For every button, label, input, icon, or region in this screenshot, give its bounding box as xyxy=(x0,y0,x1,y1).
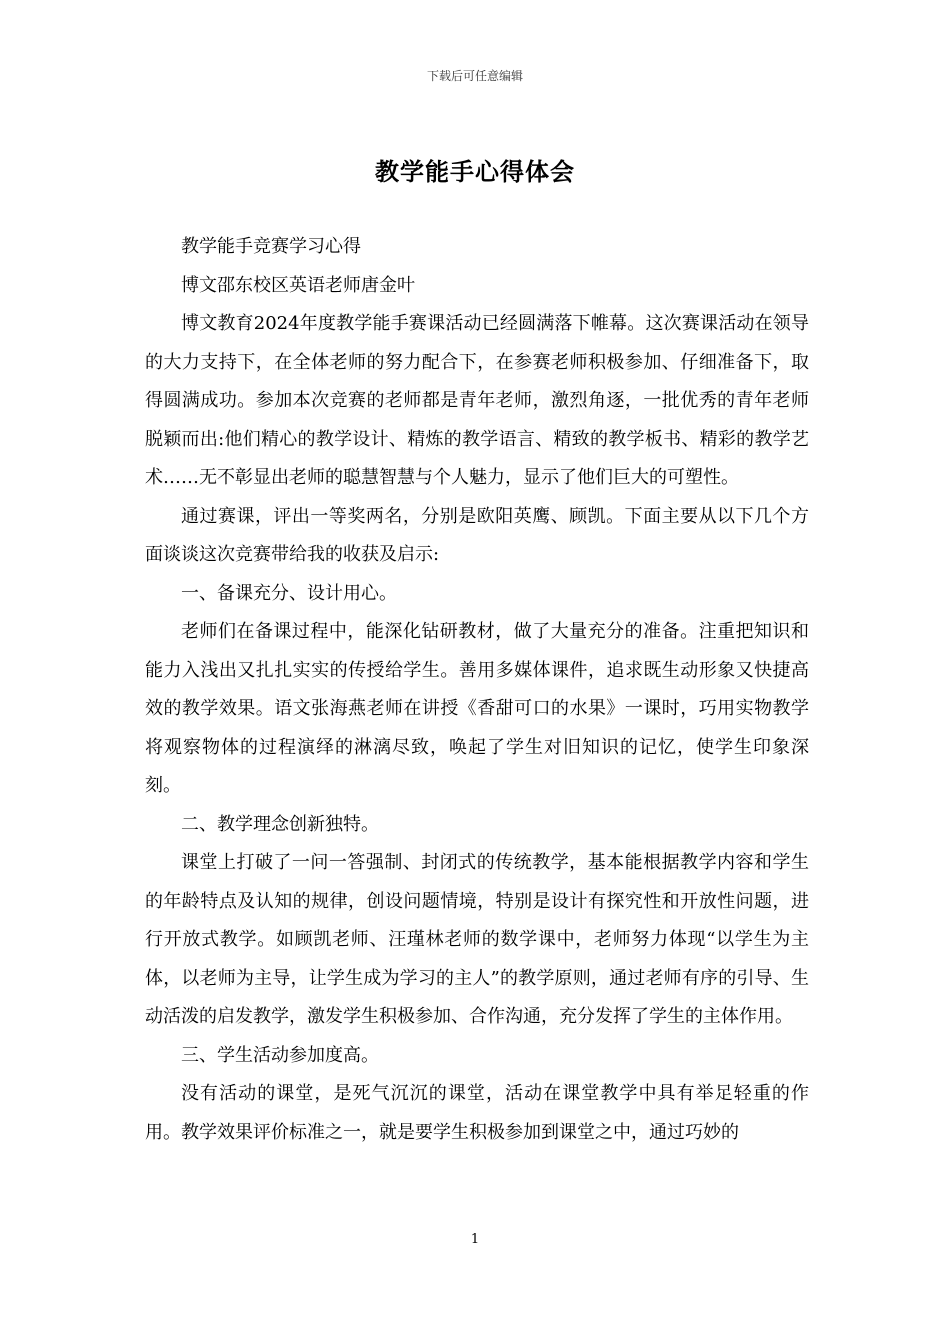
body-paragraph: 老师们在备课过程中，能深化钻研教材，做了大量充分的准备。注重把知识和能力入浅出又扎扎实实的传授给学生。善用多媒体课件，追求既生动形象又快捷高效的教学效果。语文张海燕老师在讲授《香甜可口的水果》一课时，巧用实物教学将观察物体的过程演绎的淋漓尽致，唤起了学生对旧知识的记忆，使学生印象深刻。 xyxy=(145,621,809,796)
header-note: 下载后可任意编辑 xyxy=(426,69,523,83)
document-title: 教学能手心得体会 xyxy=(375,157,575,186)
body-paragraph: 课堂上打破了一问一答强制、封闭式的传统教学，基本能根据教学内容和学生的年龄特点及认知的规律，创设问题情境，特别是设计有探究性和开放性问题，进行开放式教学。如顾凯老师、汪瑾林老师的数学课中，老师努力体现“以学生为主体，以老师为主导，让学生成为学习的主人”的教学原则，通过老师有序的引导、生动活泼的启发教学，激发学生积极参加、合作沟通，充分发挥了学生的主体作用。 xyxy=(145,852,809,1027)
body-paragraph-author: 博文邵东校区英语老师唐金叶 xyxy=(181,274,415,296)
document-body xyxy=(145,228,809,1152)
body-paragraph: 博文教育2024年度教学能手赛课活动已经圆满落下帷幕。这次赛课活动在领导的大力支持下，在全体老师的努力配合下，在参赛老师积极参加、仔细准备下，取得圆满成功。参加本次竞赛的老师都是青年老师，激烈角逐，一批优秀的青年老师脱颖而出:他们精心的教学设计、精炼的教学语言、精致的教学板书、精彩的教学艺术……无不彰显出老师的聪慧智慧与个人魅力，显示了他们巨大的可塑性。 xyxy=(145,313,809,488)
section-heading: 二、教学理念创新独特。 xyxy=(181,813,379,835)
section-heading: 一、备课充分、设计用心。 xyxy=(181,582,397,604)
page-number: 1 xyxy=(470,1232,480,1247)
body-paragraph: 通过赛课，评出一等奖两名，分别是欧阳英鹰、顾凯。下面主要从以下几个方面谈谈这次竞赛带给我的收获及启示: xyxy=(145,505,809,565)
body-paragraph: 没有活动的课堂，是死气沉沉的课堂，活动在课堂教学中具有举足轻重的作用。教学效果评价标准之一，就是要学生积极参加到课堂之中，通过巧妙的 xyxy=(145,1083,809,1143)
section-heading: 三、学生活动参加度高。 xyxy=(181,1044,379,1066)
body-paragraph-subtitle: 教学能手竞赛学习心得 xyxy=(181,236,361,257)
